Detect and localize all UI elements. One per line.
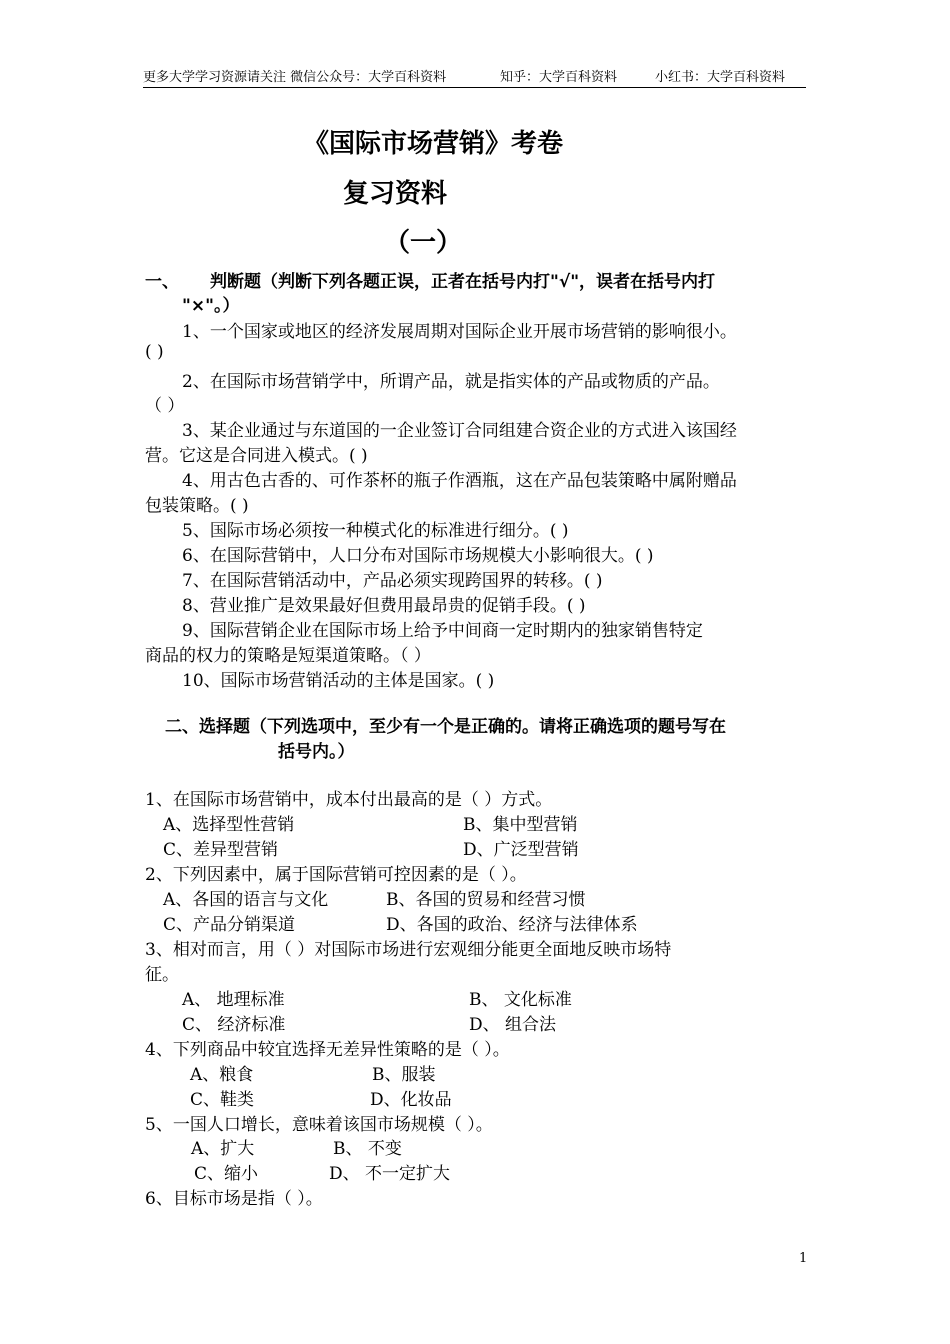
q1-10-text: 10、国际市场营销活动的主体是国家。( ) xyxy=(182,671,495,691)
q2-5-option-c: C、缩小 xyxy=(194,1164,259,1184)
q1-9-text: 9、国际营销企业在国际市场上给予中间商一定时期内的独家销售特定 xyxy=(182,621,703,641)
q2-1-option-c: C、差异型营销 xyxy=(163,840,279,860)
section1-number: 一、 xyxy=(145,272,179,292)
document-title: 《国际市场营销》考卷 xyxy=(303,129,564,159)
q2-3-option-a: A、 地理标准 xyxy=(182,990,285,1010)
q1-8-text: 8、营业推广是效果最好但费用最昂贵的促销手段。( ) xyxy=(182,596,586,616)
q2-1-option-d: D、广泛型营销 xyxy=(463,840,579,860)
page-number: 1 xyxy=(799,1251,808,1266)
q2-4-text: 4、下列商品中较宜选择无差异性策略的是（ ）。 xyxy=(145,1040,510,1060)
q1-9-cont: 商品的权力的策略是短渠道策略。（ ） xyxy=(145,646,431,666)
q2-3-text: 3、相对而言，用（ ）对国际市场进行宏观细分能更全面地反映市场特 xyxy=(145,940,672,960)
header-rule xyxy=(143,87,806,88)
q1-6-text: 6、在国际营销中，人口分布对国际市场规模大小影响很大。( ) xyxy=(182,546,654,566)
q1-4-cont: 包装策略。( ) xyxy=(145,496,249,516)
section2-heading: 二、选择题（下列选项中，至少有一个是正确的。请将正确选项的题号写在 xyxy=(165,717,726,737)
q2-1-text: 1、在国际市场营销中，成本付出最高的是（ ）方式。 xyxy=(145,790,553,810)
q2-4-option-b: B、服装 xyxy=(372,1065,436,1085)
q2-3-option-c: C、 经济标准 xyxy=(182,1015,286,1035)
q1-1-text: 1、一个国家或地区的经济发展周期对国际企业开展市场营销的影响很小。 xyxy=(182,322,737,342)
q2-2-option-a: A、各国的语言与文化 xyxy=(163,890,329,910)
q1-1-blank: ( ) xyxy=(145,342,164,362)
q2-2-option-c: C、产品分销渠道 xyxy=(163,915,296,935)
header-zhihu: 知乎：大学百科资料 xyxy=(500,70,618,85)
header-promo: 更多大学学习资源请关注 微信公众号：大学百科资料 xyxy=(143,70,447,85)
q2-2-option-d: D、各国的政治、经济与法律体系 xyxy=(386,915,638,935)
q2-1-option-b: B、集中型营销 xyxy=(463,815,578,835)
section1-heading-cont: "×"。） xyxy=(182,296,240,316)
q1-2-blank: （ ） xyxy=(145,396,185,416)
q2-3-cont: 征。 xyxy=(145,965,179,985)
q2-5-text: 5、一国人口增长，意味着该国市场规模（ ）。 xyxy=(145,1115,493,1135)
q1-3-text: 3、某企业通过与东道国的一企业签订合同组建合资企业的方式进入该国经 xyxy=(182,421,737,441)
q1-7-text: 7、在国际营销活动中，产品必须实现跨国界的转移。( ) xyxy=(182,571,603,591)
q2-1-option-a: A、选择型性营销 xyxy=(163,815,295,835)
q2-2-option-b: B、各国的贸易和经营习惯 xyxy=(386,890,586,910)
q2-4-option-a: A、粮食 xyxy=(190,1065,254,1085)
q2-5-option-a: A、扩大 xyxy=(191,1139,255,1159)
q1-5-text: 5、国际市场必须按一种模式化的标准进行细分。( ) xyxy=(182,521,569,541)
q2-4-option-c: C、鞋类 xyxy=(190,1090,255,1110)
q2-4-option-d: D、化妆品 xyxy=(370,1090,452,1110)
q1-3-cont: 营。它这是合同进入模式。( ) xyxy=(145,446,368,466)
q2-5-option-d: D、 不一定扩大 xyxy=(329,1164,451,1184)
section2-heading-cont: 括号内。） xyxy=(278,742,355,762)
q2-3-option-b: B、 文化标准 xyxy=(469,990,572,1010)
section1-heading: 判断题（判断下列各题正误，正者在括号内打"√"，误者在括号内打 xyxy=(210,272,716,292)
q2-3-option-d: D、 组合法 xyxy=(469,1015,557,1035)
q2-2-text: 2、下列因素中，属于国际营销可控因素的是（ ）。 xyxy=(145,865,527,885)
document-subtitle: 复习资料 xyxy=(343,179,448,209)
q2-6-text: 6、目标市场是指（ ）。 xyxy=(145,1189,323,1209)
q2-5-option-b: B、 不变 xyxy=(333,1139,402,1159)
document-part-number: （一） xyxy=(384,228,463,258)
q1-4-text: 4、用古色古香的、可作茶杯的瓶子作酒瓶，这在产品包装策略中属附赠品 xyxy=(182,471,737,491)
q1-2-text: 2、在国际市场营销学中，所谓产品，就是指实体的产品或物质的产品。 xyxy=(182,372,720,392)
header-xiaohongshu: 小红书：大学百科资料 xyxy=(655,70,786,85)
